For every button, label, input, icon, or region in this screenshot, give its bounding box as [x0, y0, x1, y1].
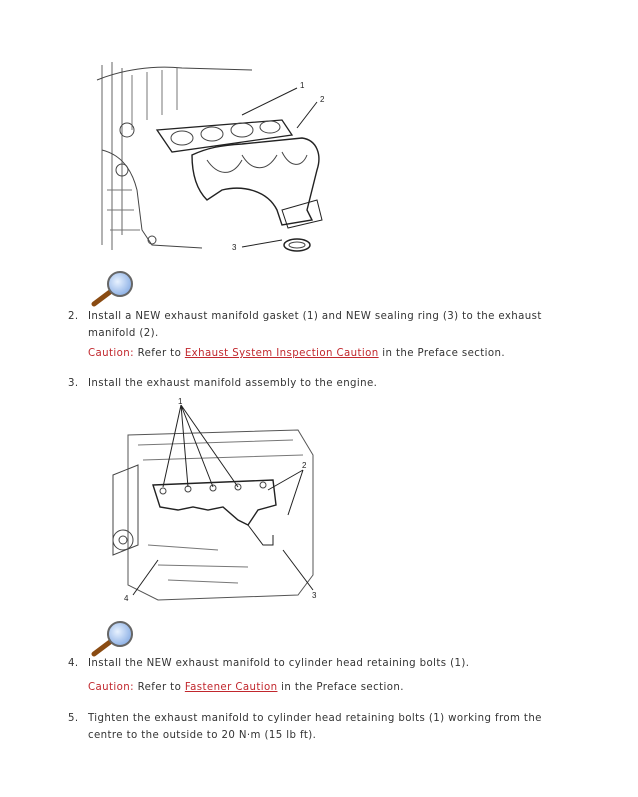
callout-1: 1: [178, 397, 183, 406]
step-number: 4.: [68, 658, 79, 669]
callout-3: 3: [232, 243, 237, 252]
exhaust-manifold-figure: [92, 60, 342, 270]
step-text: Install the exhaust manifold assembly to the engine.: [88, 378, 378, 389]
manifold-installed-figure: [98, 395, 328, 610]
caution-2: Caution: Refer to Fastener Caution in the Preface section.: [88, 682, 404, 693]
step-number: 5.: [68, 713, 79, 724]
callout-4: 4: [124, 594, 129, 603]
step-number: 2.: [68, 311, 79, 322]
callout-3: 3: [312, 591, 317, 600]
callout-1: 1: [300, 81, 305, 90]
step-text: Tighten the exhaust manifold to cylinder head retaining bolts (1) working from the centre to the outside to 20 N·m (15 lb ft).: [88, 713, 542, 741]
fastener-caution-link[interactable]: Fastener Caution: [184, 682, 278, 693]
step-text: Install a NEW exhaust manifold gasket (1) and NEW sealing ring (3) to the exhaust manifold (2).: [88, 311, 542, 339]
caution-1: Caution: Refer to Exhaust System Inspection Caution in the Preface section.: [88, 348, 506, 359]
caution-label: Caution:: [88, 682, 134, 693]
step-text: Install the NEW exhaust manifold to cylinder head retaining bolts (1).: [88, 658, 470, 669]
step-number: 3.: [68, 378, 79, 389]
magnifier-icon[interactable]: [88, 268, 138, 310]
exhaust-system-inspection-caution-link[interactable]: Exhaust System Inspection Caution: [184, 348, 379, 359]
callout-2: 2: [320, 95, 325, 104]
callout-2: 2: [302, 461, 307, 470]
caution-label: Caution:: [88, 348, 134, 359]
magnifier-icon[interactable]: [88, 618, 138, 660]
